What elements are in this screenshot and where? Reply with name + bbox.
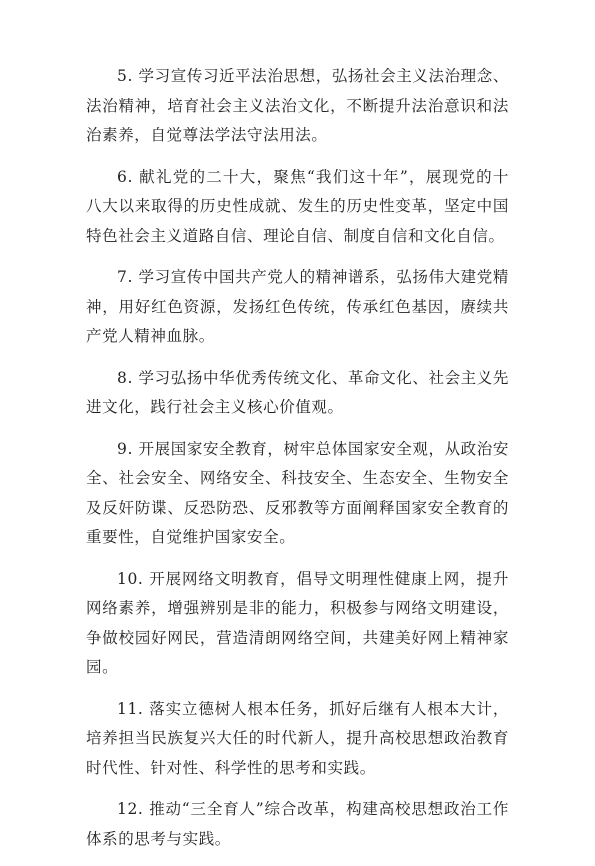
document-body <box>86 62 509 866</box>
list-item-10: 10. 开展网络文明教育，倡导文明理性健康上网，提升网络素养，增强辨别是非的能力，积极参与网络文明建设，争做校园好网民，营造清朗网络空间，共建美好网上精神家园。 <box>86 569 509 676</box>
list-item-11: 11. 落实立德树人根本任务，抓好后继有人根本大计，培养担当民族复兴大任的时代新人，提升高校思想政治教育时代性、针对性、科学性的思考和实践。 <box>86 699 509 777</box>
list-item-5: 5. 学习宣传习近平法治思想，弘扬社会主义法治理念、法治精神，培育社会主义法治文化，不断提升法治意识和法治素养，自觉尊法学法守法用法。 <box>86 67 509 144</box>
list-item-7: 7. 学习宣传中国共产党人的精神谱系，弘扬伟大建党精神，用好红色资源，发扬红色传统，传承红色基因，赓续共产党人精神血脉。 <box>86 268 509 345</box>
list-item-8: 8. 学习弘扬中华优秀传统文化、革命文化、社会主义先进文化，践行社会主义核心价值观。 <box>86 368 509 416</box>
list-item-9: 9. 开展国家安全教育，树牢总体国家安全观，从政治安全、社会安全、网络安全、科技安全、生态安全、生物安全及反奸防谍、反恐防恐、反邪教等方面阐释国家安全教育的重要性，自觉维护国家安全。 <box>86 439 509 546</box>
list-item-6: 6. 献礼党的二十大，聚焦“我们这十年”，展现党的十八大以来取得的历史性成就、发生的历史性变革，坚定中国特色社会主义道路自信、理论自信、制度自信和文化自信。 <box>86 167 509 245</box>
list-item-12: 12. 推动“三全育人”综合改革，构建高校思想政治工作体系的思考与实践。 <box>86 800 509 848</box>
